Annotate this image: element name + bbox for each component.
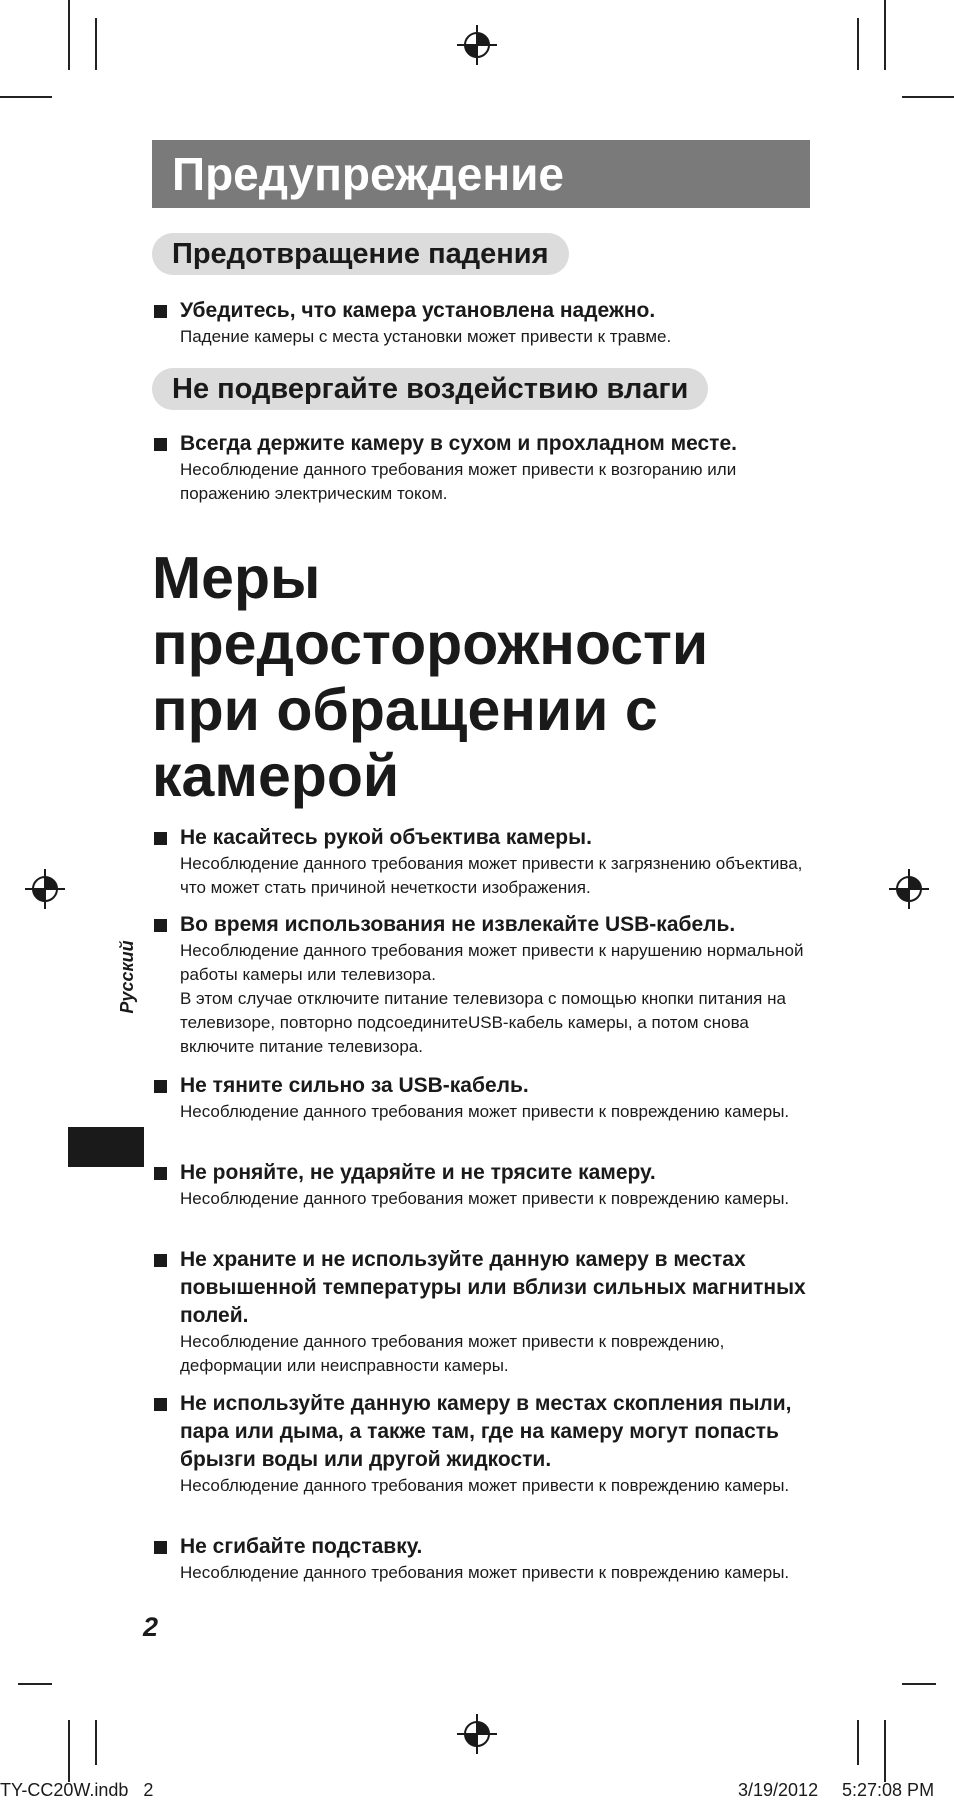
list-item	[152, 430, 822, 506]
language-tab-label: Русский	[117, 940, 137, 1014]
list-item	[152, 1072, 822, 1124]
item-description: Несоблюдение данного требования может привести к повреждению, деформации или неисправности камеры.	[180, 1332, 725, 1375]
registration-mark-icon	[457, 1714, 497, 1754]
list-item	[152, 824, 822, 900]
square-bullet-icon	[154, 919, 167, 932]
item-title: Не сгибайте подставку.	[180, 1535, 423, 1558]
footer-file-name: TY-CC20W.indb 2	[0, 1780, 154, 1800]
item-title: Не касайтесь рукой объектива камеры.	[180, 826, 592, 849]
item-title: Убедитесь, что камера установлена надежно.	[180, 299, 656, 322]
square-bullet-icon	[154, 1398, 167, 1411]
crop-mark	[857, 1720, 859, 1765]
item-title: Не используйте данную камеру в местах скопления пыли, пара или дыма, а также там, где на камеру могут попасть брызги воды или другой жидкости.	[180, 1392, 792, 1471]
crop-mark	[884, 1720, 886, 1782]
item-description: Несоблюдение данного требования может привести к возгоранию или поражению электрическим током.	[180, 460, 737, 503]
list-item	[152, 1159, 822, 1211]
square-bullet-icon	[154, 1080, 167, 1093]
crop-mark	[902, 96, 954, 98]
square-bullet-icon	[154, 1167, 167, 1180]
registration-mark-icon	[25, 869, 65, 909]
crop-mark	[902, 1683, 936, 1685]
list-item	[152, 1533, 822, 1585]
item-title: Всегда держите камеру в сухом и прохладном месте.	[180, 432, 737, 455]
crop-mark	[95, 1720, 97, 1765]
list-item	[152, 297, 822, 349]
warning-banner-title: Предупреждение	[152, 140, 810, 208]
item-description: Несоблюдение данного требования может привести к повреждению камеры.	[180, 1189, 790, 1208]
item-description: Несоблюдение данного требования может привести к повреждению камеры.	[180, 1476, 790, 1495]
registration-mark-icon	[457, 25, 497, 65]
item-title: Не тяните сильно за USB-кабель.	[180, 1074, 529, 1097]
square-bullet-icon	[154, 832, 167, 845]
item-title: Не роняйте, не ударяйте и не трясите камеру.	[180, 1161, 656, 1184]
square-bullet-icon	[154, 305, 167, 318]
item-description: Несоблюдение данного требования может привести к повреждению камеры.	[180, 1102, 790, 1121]
language-tab-marker	[68, 1127, 144, 1167]
crop-mark	[884, 0, 886, 70]
square-bullet-icon	[154, 1541, 167, 1554]
item-description: Несоблюдение данного требования может привести к повреждению камеры.	[180, 1563, 790, 1582]
list-item	[152, 911, 822, 1059]
crop-mark	[95, 18, 97, 70]
item-title: Во время использования не извлекайте USB-кабель.	[180, 913, 736, 936]
square-bullet-icon	[154, 1254, 167, 1267]
square-bullet-icon	[154, 438, 167, 451]
item-description: Несоблюдение данного требования может привести к нарушению нормальной работы камеры или телевизора.	[180, 941, 804, 984]
footer-time: 5:27:08 PM	[842, 1780, 935, 1800]
registration-mark-icon	[889, 869, 929, 909]
item-title: Не храните и не используйте данную камеру в местах повышенной температуры или вблизи сильных магнитных полей.	[180, 1248, 806, 1327]
list-item	[152, 1390, 822, 1498]
item-description: Несоблюдение данного требования может привести к загрязнению объектива, что может стать причиной нечеткости изображения.	[180, 854, 803, 897]
footer-date: 3/19/2012	[738, 1780, 819, 1800]
crop-mark	[68, 0, 70, 70]
item-description: Падение камеры с места установки может привести к травме.	[180, 327, 672, 346]
crop-mark	[18, 1683, 52, 1685]
crop-mark	[68, 1720, 70, 1782]
section-heading-fall-prevention: Предотвращение падения	[152, 233, 569, 275]
list-item	[152, 1246, 822, 1378]
crop-mark	[857, 18, 859, 70]
crop-mark	[0, 96, 52, 98]
precautions-title: Меры предосторожности при обращении с камерой	[152, 545, 709, 809]
section-heading-moisture: Не подвергайте воздействию влаги	[152, 368, 708, 410]
item-description: В этом случае отключите питание телевизора с помощью кнопки питания на телевизоре, повторно подсоединитеUSB-кабель камеры, а потом снова включите питание телевизора.	[180, 989, 786, 1056]
page-number: 2	[143, 1612, 159, 1642]
